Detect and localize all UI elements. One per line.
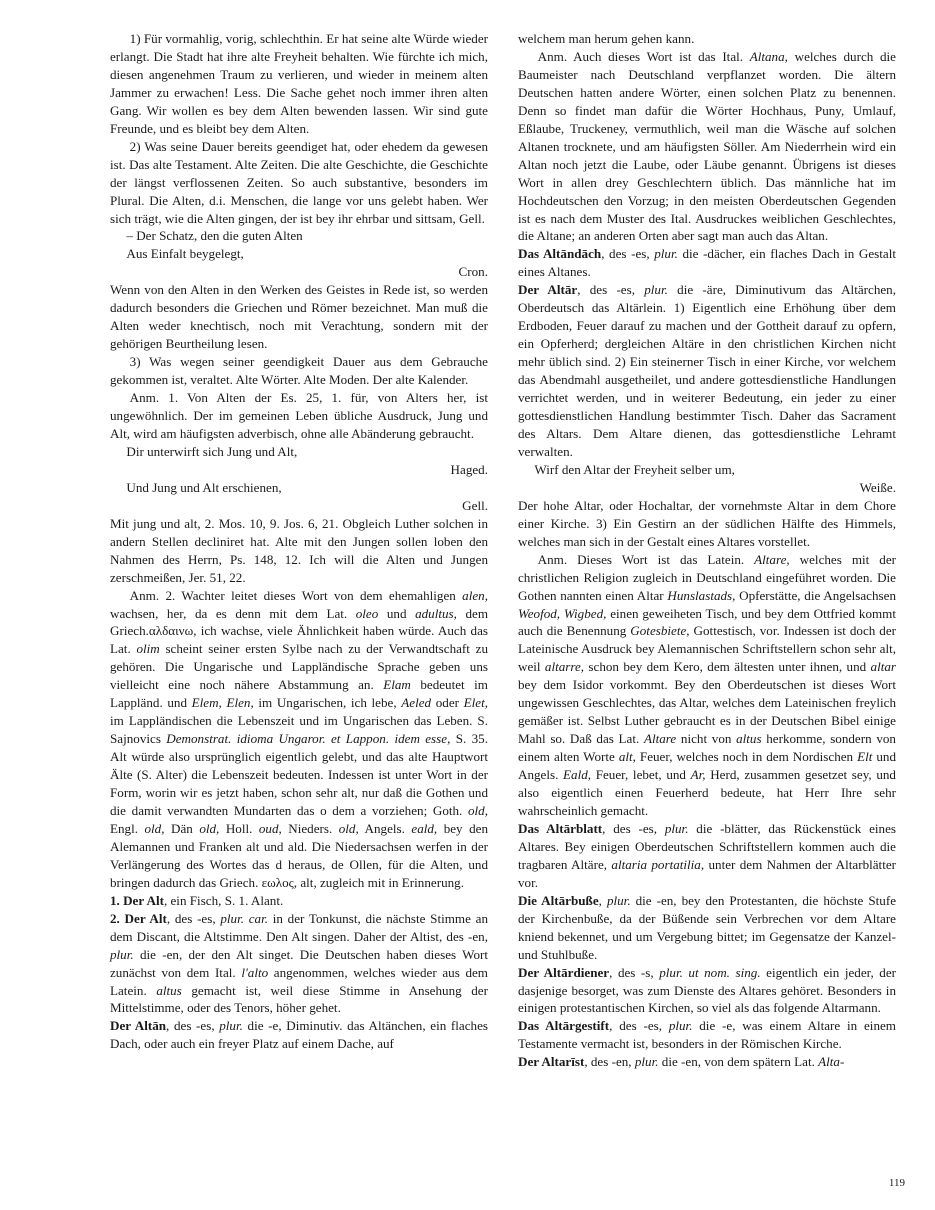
paragraph (518, 551, 896, 820)
paragraph (110, 281, 488, 353)
italic-term: Altare (643, 731, 677, 747)
italic-term: altaria portatilia, (611, 856, 705, 872)
italic-term: Gotesbiete, (630, 623, 690, 639)
paragraph (110, 389, 488, 443)
italic-term: Ar, (690, 767, 706, 783)
paragraph (518, 892, 896, 964)
text-run: und Angels. (518, 749, 896, 783)
text-run: , (598, 892, 607, 908)
text-run: Der hohe Altar, oder Hochaltar, der vornehmste Altar in dem Chore einer Kirche. 3) Ein Gestirn an der südlichen Hälfte des Himmels, welches man sich in der Gestalt eines Altares vorstellet. (518, 497, 896, 549)
text-run: Anm. 1. Von Alten der Es. 25, 1. für, von Alters her, ist ungewöhnlich. Der im gemeinen Leben übliche Ausdruck, Jung und Alt, wird am häufigsten adverbisch, ohne alle Abänderung gebraucht. (110, 390, 488, 441)
italic-term: plur. car. (220, 910, 269, 926)
text-run: die -e, was einem Altare in einem Testamente vermacht ist, besonders in der Römischen Kirche. (518, 1018, 896, 1052)
paragraph (518, 964, 896, 1018)
headword: 1. Der Alt (110, 892, 164, 908)
citation (110, 461, 488, 479)
text-run: Anm. Dieses Wort ist das Latein. (537, 551, 755, 567)
italic-term: l'alto (241, 964, 269, 980)
text-run: unter dem Nahmen der Altarblätter vor. (518, 856, 897, 890)
italic-term: old, (338, 820, 359, 836)
text-run: 1) Für vormahlig, vorig, schlechthin. Er hat seine alte Würde wieder erlangt. Die Stadt hat ihre alte Freyheit behalten. Wie fürchte ich mich, diesen angenehmen Traum zu verlieren, und wieder in meinem alten Jammer zu erwachen! Less. Die Sache gehet noch immer ihren alten Gang. Wir wollen es bey dem Alten bewenden lassen. Wir sind gute Freunde, und es bleibt bey dem Alten. (110, 31, 488, 136)
italic-term: Elt (857, 749, 873, 765)
text-run: 3) Was wegen seiner geendigkeit Dauer aus dem Gebrauche gekommen ist, veraltet. Alte Wörter. Alte Moden. Der alte Kalender. (110, 354, 488, 388)
italic-term: Altana, (749, 48, 788, 64)
italic-term: altus (736, 731, 762, 747)
text-run: Anm. Auch dieses Wort ist das Ital. (537, 48, 750, 64)
italic-term: olim (136, 641, 160, 657)
italic-term: Weofod, Wigbed, (518, 605, 607, 621)
text-run: , des -en, (584, 1054, 635, 1070)
text-run: , des -es, (166, 910, 221, 926)
italic-term: altar (870, 659, 896, 675)
text-run: nicht von (676, 731, 737, 747)
italic-term: plur. ut nom. sing. (659, 964, 761, 980)
text-run: scheint seiner ersten Sylbe nach zu der Verwandtschaft zu gehören. Die Ungarische und Lappländische Sprache geben uns vielleicht eine noch nähere Abstammung an. (110, 641, 488, 693)
text-run: S. 35. Alt würde also ursprünglich eigentlich gelebt, und das alte Hauptwort Älte (S. Alter) die Lebenszeit bedeuten. Indessen ist unter Wort in der Form, worin wir es jetzt haben, schon sehr alt, nur daß die Gothen und die damit verwandten Mundarten das o dem a vorziehen; Goth. (110, 731, 488, 818)
headword: Das Altārgestift (518, 1018, 610, 1034)
text-run: Wirf den Altar der Freyheit selber um, (534, 461, 735, 477)
text-run: einen geweiheten Tisch, und bey dem Ottfried kommt auch die Benennung (518, 605, 896, 639)
headword: Der Altarīst (518, 1054, 585, 1070)
headword: Der Altān (110, 1018, 167, 1034)
text-run: , des -es, (609, 1018, 669, 1034)
verse-line (518, 461, 896, 479)
paragraph (110, 138, 488, 228)
italic-term: oleo (355, 605, 379, 621)
verse-line (110, 479, 488, 497)
paragraph (110, 515, 488, 587)
italic-term: altus (156, 982, 182, 998)
italic-term: Hunslastads, (667, 587, 736, 603)
text-run: im Ungarischen, ich lebe, (253, 695, 402, 711)
paragraph (110, 910, 488, 1018)
text-run: oder (431, 695, 464, 711)
text-run: bedeutet im Lappländ. und (110, 677, 488, 711)
text-run: schon bey dem Kero, dem ältesten unter ihnen, und (584, 659, 871, 675)
text-run: – Der Schatz, den die guten Alten (126, 228, 303, 244)
page-number: 119 (888, 1177, 905, 1189)
italic-term: alt, (618, 749, 636, 765)
text-run: welchem man herum gehen kann. (518, 31, 695, 46)
paragraph (110, 892, 488, 910)
italic-term: old, (467, 802, 488, 818)
text-run: , ein Fisch, S. 1. Alant. (163, 892, 284, 908)
text-run: , des -es, (166, 1018, 220, 1034)
text-run: , des -es, (577, 282, 645, 298)
italic-term: plur. (634, 1054, 659, 1070)
verse-line (110, 245, 488, 263)
text-run: Angels. (358, 820, 412, 836)
text-run: die -en, der den Alt singet. Die Deutschen haben dieses Wort zunächst von dem Ital. (110, 946, 488, 980)
italic-term: plur. (219, 1018, 243, 1034)
italic-term: plur. (606, 892, 631, 908)
italic-term: eald, (411, 820, 438, 836)
italic-term: altarre, (544, 659, 585, 675)
text-run: Gottestisch, vor. Indessen ist doch der Lateinische Ausdruck bey Alemannischen Schriftstellern schon sehr alt, weil (518, 623, 896, 675)
text-run: die -e, Diminutiv. das Altänchen, ein flaches Dach, oder auch ein freyer Platz auf einem Dache, auf (110, 1018, 488, 1052)
paragraph (110, 30, 488, 138)
italic-term: Alta- (818, 1054, 845, 1070)
italic-term: adultus, (415, 605, 457, 621)
paragraph (110, 1017, 488, 1053)
headword: 2. Der Alt (110, 910, 167, 926)
italic-term: Demonstrat. idioma Ungaror. et Lappon. idem esse, (166, 731, 451, 747)
headword: Die Altārbuße (518, 892, 599, 908)
italic-term: oud, (258, 820, 282, 836)
left-column (110, 30, 488, 1053)
paragraph (518, 30, 896, 48)
italic-term: plur. (664, 820, 689, 836)
headword: Das Altārblatt (518, 820, 603, 836)
text-run: , des -es, (601, 246, 655, 262)
text-run: Aus Einfalt beygelegt, (126, 246, 244, 262)
citation (110, 497, 488, 515)
italic-term: Elem, Elen, (191, 695, 254, 711)
text-run: bey dem Isidor vorkommt. Bey den Oberdeutschen ist dieses Wort ungewissen Geschlechtes, das Altar, welches dem Lateinischen freylich gemäßer ist. Selbst Luther gebraucht es in der Deutschen Bibel einige Mahl so. Daß das Lat. (518, 677, 896, 747)
text-run: Gell. (462, 497, 488, 513)
text-run: Herd, zusammen gesetzet sey, und also eigentlich einen Feuerherd bedeute, hat Herr Ihre sehr wahrscheinlich gemacht. (518, 767, 896, 818)
text-run: Haged. (450, 461, 488, 477)
text-run: und (378, 605, 416, 621)
text-run: welches durch die Baumeister nach Deutschland verpflanzet worden. Die ältern Deutschen hatten andere Wörter, einen solchen Platz zu benennen. Denn so findet man dafür die Wörter Hochhaus, Puny, Umlauf, Eßlaube, Truckeney, vermuthlich, weil man die Wäsche auf solchen Altanen trocknete, und am häufigsten Söller. Am Niederrhein wird ein Altan noch jetzt die Laube, oder Läube genannt. Übrigens ist dieses Wort in allen drey Geschlechtern üblich. Das männliche hat im Hochdeutschen den Vorzug; in den meisten Oberdeutschen Gegenden ist es nach dem Muster des Ital. Ausdruckes weiblichen Geschlechtes, die Altane; an anderen Orten aber sagt man auch das Altan. (518, 48, 896, 244)
right-column (518, 30, 896, 1071)
paragraph (518, 48, 896, 245)
italic-term: Elet, (463, 695, 488, 711)
text-run: Nieders. (281, 820, 339, 836)
italic-term: Aeled (401, 695, 432, 711)
text-run: Feuer, lebet, und (591, 767, 691, 783)
italic-term: Elam (383, 677, 411, 693)
italic-term: plur. (110, 946, 134, 962)
paragraph (518, 497, 896, 551)
text-run: die -äre, Diminutivum das Altärchen, Oberdeutsch das Altärlein. 1) Eigentlich eine Erhöhung über dem Erdboden, Feuer darauf zu machen und der Gottheit darauf zu opfern, ein Opferherd; dergleichen Altäre in den christlichen Kirchen nicht mehr üblich sind. 2) Ein steinerner Tisch in einer Kirche, vor welchem das Abendmahl ausgetheilet, und andere gottesdienstliche Handlungen verrichtet werden, und in weiterer Bedeutung, ein jeder zu einer gottesdienstlichen Handlung bestimmter Tisch. Daher das Sacrament des Altars. Dem Altare dienen, das gottesdienstliche Lehramt verwalten. (518, 282, 896, 459)
headword: Der Altār (518, 282, 578, 298)
citation (518, 479, 896, 497)
text-run: Opferstätte, die Angelsachsen (735, 587, 896, 603)
text-run: Und Jung und Alt erschienen, (126, 479, 282, 495)
text-run: welches mit der christlichen Religion zugleich in Deutschland eingeführet worden. Die Gothen nannten einen Altar (518, 551, 897, 603)
italic-term: old, (199, 820, 220, 836)
text-run: Holl. (219, 820, 259, 836)
paragraph (518, 1017, 896, 1053)
paragraph (518, 1053, 896, 1071)
paragraph (518, 281, 896, 461)
text-run: eigentlich ein jeder, der dasjenige besorget, was zum Dienste des Altares gehöret. Besonders in einigen protestantischen Kirchen, so viel als das folgende Altarmann. (518, 964, 897, 1016)
text-run: Anm. 2. Wachter leitet dieses Wort von dem ehemahligen (129, 587, 463, 603)
text-run: Dän (164, 820, 200, 836)
text-run: , des -es, (602, 820, 665, 836)
text-run: angenommen, welches wieder aus dem Latein. (110, 964, 488, 998)
text-run: wachsen, her, da es denn mit dem Lat. (110, 605, 356, 621)
text-run: bey den Alemannen und Franken alt und ald. Die Niedersachsen werfen in der Verlängerung des Wortes das d heraus, de Ollen, für die Alten, und bringen dadurch das Griech. εωλος, alt, zugleich mit in Erinnerung. (110, 820, 488, 890)
text-run: gemacht ist, weil diese Stimme in Ansehung der Mittelstimme, oder des Tenors, höher gehet. (110, 982, 488, 1016)
verse-line (110, 227, 488, 245)
text-run: herkomme, sondern von einem alten Worte (518, 731, 896, 765)
italic-term: Eald, (563, 767, 592, 783)
text-run: Dir unterwirft sich Jung und Alt, (126, 443, 298, 459)
text-run: im Lappländischen die Lebenszeit und im Ungarischen das Leben. S. Sajnovics (110, 713, 488, 747)
text-run: Feuer, welches noch in dem Nordischen (635, 749, 858, 765)
text-run: die -en, bey den Protestanten, die höchste Stufe der Kirchenbuße, da der Büßende sein Verbrechen vor dem Altare kniend bekennet, und um Vergebung bittet; im Gegensatze der Kanzel- und Stuhlbuße. (518, 892, 897, 962)
headword: Der Altārdiener (518, 964, 610, 980)
italic-term: plur. (668, 1018, 693, 1034)
text-run: Cron. (458, 264, 488, 280)
verse-line (110, 443, 488, 461)
citation (110, 263, 488, 281)
paragraph (110, 587, 488, 892)
paragraph (518, 820, 896, 892)
text-run: , des -s, (609, 964, 660, 980)
text-run: 2) Was seine Dauer bereits geendiget hat, oder ehedem da gewesen ist. Das alte Testament. Alte Zeiten. Die alte Geschichte, die Geschichte der längst verflossenen Zeiten. So auch substantive, besonders im Plural. Die Alten, d.i. Menschen, die lange vor uns gelebt haben. Wer sich trägt, wie die Alten gingen, der ist bey ihr ehrbar und sittsam, Gell. (110, 138, 488, 226)
text-run: Engl. (110, 820, 145, 836)
paragraph (518, 245, 896, 281)
italic-term: Altare, (754, 551, 790, 567)
text-run: die -blätter, das Rückenstück eines Altares. Bey einigen Oberdeutschen Schriftstellern kommen auch die tragbaren Altäre, (518, 820, 896, 872)
italic-term: alen, (462, 587, 488, 603)
italic-term: plur. (644, 282, 668, 298)
italic-term: old, (144, 820, 165, 836)
text-run: dem Griech.αλδαινω, ich wachse, viele Ähnlichkeit haben würde. Auch das Lat. (110, 605, 489, 657)
text-run: die -dächer, ein flaches Dach in Gestalt eines Altanes. (518, 246, 896, 280)
headword: Das Altāndāch (518, 246, 602, 262)
text-run: Mit jung und alt, 2. Mos. 10, 9. Jos. 6, 21. Obgleich Luther solchen in andern Stellen decliniret hat. Alte mit den Jungen sollen loben den Nahmen des Herrn, Ps. 148, 12. Ich will die Alten und Jungen zerschmeißen, Jer. 51, 22. (110, 515, 488, 585)
text-run: Weiße. (859, 479, 896, 495)
text-run: die -en, von dem spätern Lat. (658, 1054, 819, 1070)
paragraph (110, 353, 488, 389)
text-run: in der Tonkunst, die nächste Stimme an dem Discant, die Altstimme. Den Alt singen. Daher der Altist, des -en, (110, 910, 489, 944)
italic-term: plur. (654, 246, 678, 262)
text-run: Wenn von den Alten in den Werken des Geistes in Rede ist, so werden dadurch besonders die Griechen und Römer bezeichnet. Man muß die Alten weder knechtisch, noch mit Verachtung, sondern mit der gehörigen Beurtheilung lesen. (110, 282, 488, 352)
